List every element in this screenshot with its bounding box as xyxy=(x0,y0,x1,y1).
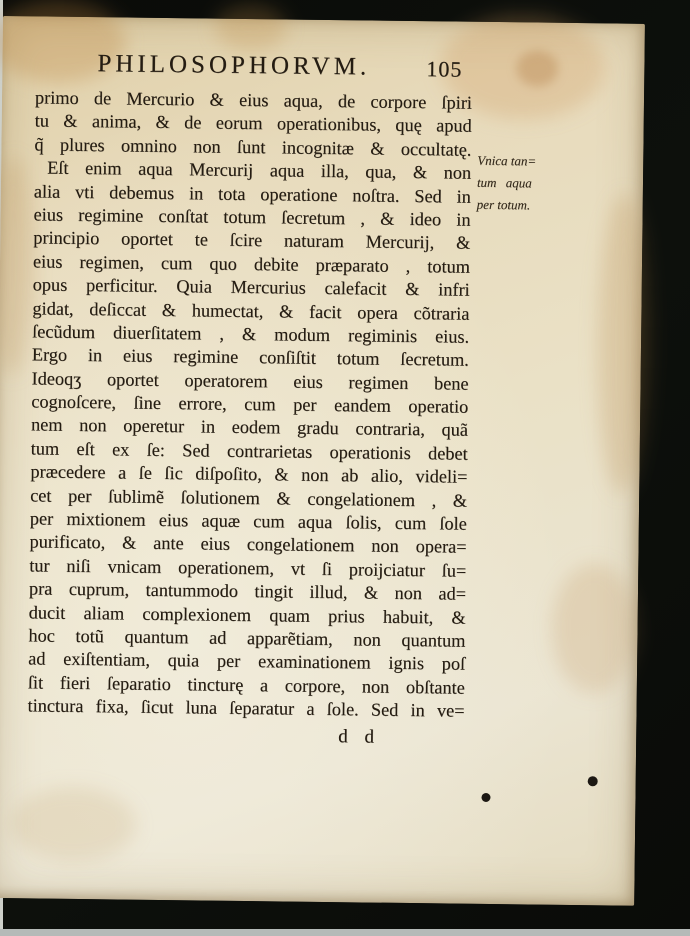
text-line: opus perficitur. Quia Mercurius calefacit & infri xyxy=(32,274,470,300)
body-text xyxy=(27,86,472,723)
stain xyxy=(516,50,558,87)
ink-dot xyxy=(481,793,490,802)
margin-note-line: per totum. xyxy=(476,196,531,213)
text-line: tum eſt ex ſe: Sed contrarietas operationis debet xyxy=(30,438,468,464)
text-line: tinctura fixa, ſicut luna ſeparatur a ſole. Sed in ve= xyxy=(27,695,465,721)
text-line: q̃ plures omnino non ſunt incognitæ & occultatę. xyxy=(34,134,472,160)
text-line: gidat, deſiccat & humectat, & facit opera cõtraria xyxy=(32,297,470,324)
text-line: nem non operetur in eodem gradu contraria, quã xyxy=(30,414,469,441)
page-number: 105 xyxy=(426,56,463,82)
text-line: ad exiſtentiam, quia per examinationem ignis poſ xyxy=(28,648,466,675)
text-line: principio oportet te ſcire naturam Mercurij, & xyxy=(33,227,471,254)
signature-mark: d d xyxy=(338,726,381,748)
stain xyxy=(595,193,651,494)
text-line: tu & anima, & de eorum operationibus, quę apud xyxy=(34,110,472,137)
text-line: eius regimine conſtat totum ſecretum , & ideo in xyxy=(33,204,471,230)
text-line: primo de Mercurio & eius aqua, de corpore ſpiri xyxy=(34,87,473,113)
margin-note xyxy=(477,150,554,217)
margin-note-line: Vnica tan= xyxy=(477,152,537,169)
text-line: alia vti debemus in tota operatione noſtra. Sed in xyxy=(33,180,471,207)
text-line: cognoſcere, ſine errore, cum per eandem operatio xyxy=(31,391,469,417)
stain xyxy=(215,5,288,52)
scan-edge-bottom xyxy=(0,929,690,936)
running-header-title: PHILOSOPHORVM. xyxy=(97,50,371,81)
text-line: præcedere a ſe ſic diſpoſito, & non ab alio, videli= xyxy=(30,461,468,487)
text-line: ſecũdum diuerſitatem , & modum regiminis eius. xyxy=(32,321,470,347)
text-line: tur niſi vnicam operationem, vt ſi proijciatur ſu= xyxy=(29,555,467,581)
text-line: Eſt enim aqua Mercurij aqua illa, qua, & non xyxy=(47,157,472,183)
text-line: pra cuprum, tantummodo tingit illud, & non ad= xyxy=(28,578,467,604)
text-line: Ergo in eius regimine conſiſtit totum ſecretum. xyxy=(31,344,469,371)
text-line: cet per ſublimẽ ſolutionem & congelationem , & xyxy=(30,485,468,511)
text-line: per mixtionem eius aquæ cum aqua ſolis, cum ſole xyxy=(29,508,467,534)
stain xyxy=(551,563,638,694)
margin-note-line: tum aqua xyxy=(476,174,532,191)
text-line: hoc totũ quantum ad apparẽtiam, non quantum xyxy=(28,625,466,651)
stain xyxy=(0,156,35,376)
text-line: eius regimen, cum quo debite præparato , totum xyxy=(32,251,471,277)
ink-dot xyxy=(588,776,598,786)
text-line: Ideoqʒ oportet operatorem eius regimen bene xyxy=(31,368,469,394)
text-line: purificato, & ante eius congelationem non opera= xyxy=(29,531,467,558)
stain xyxy=(11,786,137,863)
text-line: ducit aliam complexionem quam prius habuit, & xyxy=(28,601,466,628)
book-page xyxy=(0,16,645,906)
text-line: ſit fieri ſeparatio tincturę a corpore, non obſtante xyxy=(27,672,465,698)
